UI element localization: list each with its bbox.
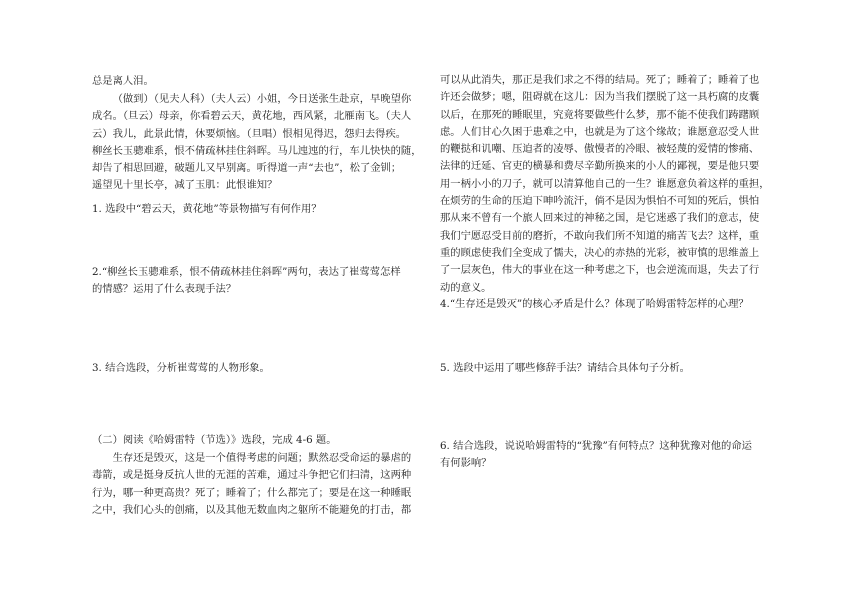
- passage-line: 动的意义。: [440, 281, 492, 294]
- passage-line: 在烦劳的生命的压迫下呻吟流汗，倘不是因为惧怕不可知的死后，惧怕: [440, 195, 760, 208]
- passage2-paragraph: [92, 450, 424, 519]
- passage-line: 之中，我们心头的创痛，以及其他无数血肉之躯所不能避免的打击，都: [92, 503, 412, 516]
- passage-line: 那从来不曾有一个旅人回来过的神秘之国，是它迷惑了我们的意志，使: [440, 212, 760, 225]
- passage2-continuation: [440, 72, 774, 297]
- passage-line: （做到）（见夫人科）（夫人云）小姐，今日送张生赴京，早晚望你: [112, 93, 412, 105]
- passage-line: 可以从此消失，那正是我们求之不得的结局。死了；睡着了；睡着了也: [440, 74, 760, 86]
- passage-line: 用一柄小小的刀子，就可以清算他自己的一生？谁愿意负着这样的重担，: [440, 177, 770, 190]
- question-3: [92, 360, 424, 377]
- question-4: [440, 296, 774, 313]
- passage-line: 生存还是毁灭，这是一个值得考虑的问题；默然忍受命运的暴虐的: [112, 452, 412, 464]
- passage-line: 毒箭，或是挺身反抗人世的无涯的苦难，通过斗争把它们扫清，这两种: [92, 469, 412, 482]
- passage-line: 遥望见十里长亭，减了玉肌：此恨谁知？: [92, 179, 278, 192]
- question-2: [92, 264, 424, 299]
- passage-line: 总是离人泪。: [92, 75, 154, 87]
- passage-line: 重的顾虑使我们全变成了懦夫，决心的赤热的光彩，被审慎的思维盖上: [440, 246, 760, 259]
- passage-line: 却告了相思回避，破题儿又早别离。听得道一声“去也”，松了金钏；: [92, 162, 402, 175]
- passage-line: 虑。人们甘心久困于患难之中，也就是为了这个缘故；谁愿意忍受人世: [440, 125, 760, 138]
- question-text: 1. 选段中“碧云天，黄花地”等景物描写有何作用？: [92, 203, 322, 215]
- passage-line: 了一层灰色，伟大的事业在这一种考虑之下，也会逆流而退，失去了行: [440, 264, 760, 277]
- question-5: [440, 360, 774, 377]
- passage-line: 柳丝长玉骢难系，恨不倩疏林挂住斜晖。马儿迍迍的行，车儿快快的随，: [92, 144, 422, 157]
- question-text: 的情感？运用了什么表现手法？: [92, 283, 237, 296]
- passage1-closing-line: [92, 73, 424, 90]
- passage-line: 以后，在那死的睡眠里，究竟将要做些什么梦，那不能不使我们踌躇顾: [440, 108, 760, 121]
- question-1: [92, 201, 424, 218]
- question-text: 6. 结合选段，说说哈姆雷特的“犹豫”有何特点？这种犹豫对他的命运: [440, 440, 752, 452]
- passage-line: 云）我儿，此景此情，休要烦恼。（旦唱）恨相见得迟，怨归去得疾。: [92, 127, 407, 140]
- passage-line: 我们宁愿忍受目前的磨折，不敢向我们所不知道的痛苦飞去？这样，重: [440, 229, 760, 242]
- question-text: 5. 选段中运用了哪些修辞手法？请结合具体句子分析。: [440, 362, 690, 374]
- passage-line: 许还会做梦；嗯，阻碍就在这儿：因为当我们摆脱了这一具朽腐的皮囊: [440, 91, 760, 104]
- section-heading-text: （二）阅读《哈姆雷特（节选）》选段，完成 4-6 题。: [92, 434, 337, 446]
- passage-line: 法律的迁延、官吏的横暴和费尽辛勤所换来的小人的鄙视，要是他只要: [440, 160, 760, 173]
- section-2-heading: [92, 432, 424, 449]
- question-6: [440, 438, 774, 473]
- question-text: 有何影响？: [440, 457, 492, 470]
- passage-line: 行为，哪一种更高贵？死了；睡着了；什么都完了；要是在这一种睡眠: [92, 486, 412, 499]
- question-text: 4.“生存还是毁灭”的核心矛盾是什么？体现了哈姆雷特怎样的心理？: [440, 298, 749, 310]
- question-text: 3. 结合选段，分析崔莺莺的人物形象。: [92, 362, 270, 374]
- passage-line: 成名。（旦云）母亲，你看碧云天，黄花地，西风紧，北雁南飞。（夫人: [92, 110, 412, 123]
- question-text: 2.“柳丝长玉骢难系，恨不倩疏林挂住斜晖”两句，表达了崔莺莺怎样: [92, 266, 401, 278]
- passage1-paragraph: [92, 91, 424, 195]
- passage-line: 的鞭挞和讥嘲、压迫者的凌辱、傲慢者的冷眼、被轻蔑的爱情的惨痛、: [440, 143, 760, 156]
